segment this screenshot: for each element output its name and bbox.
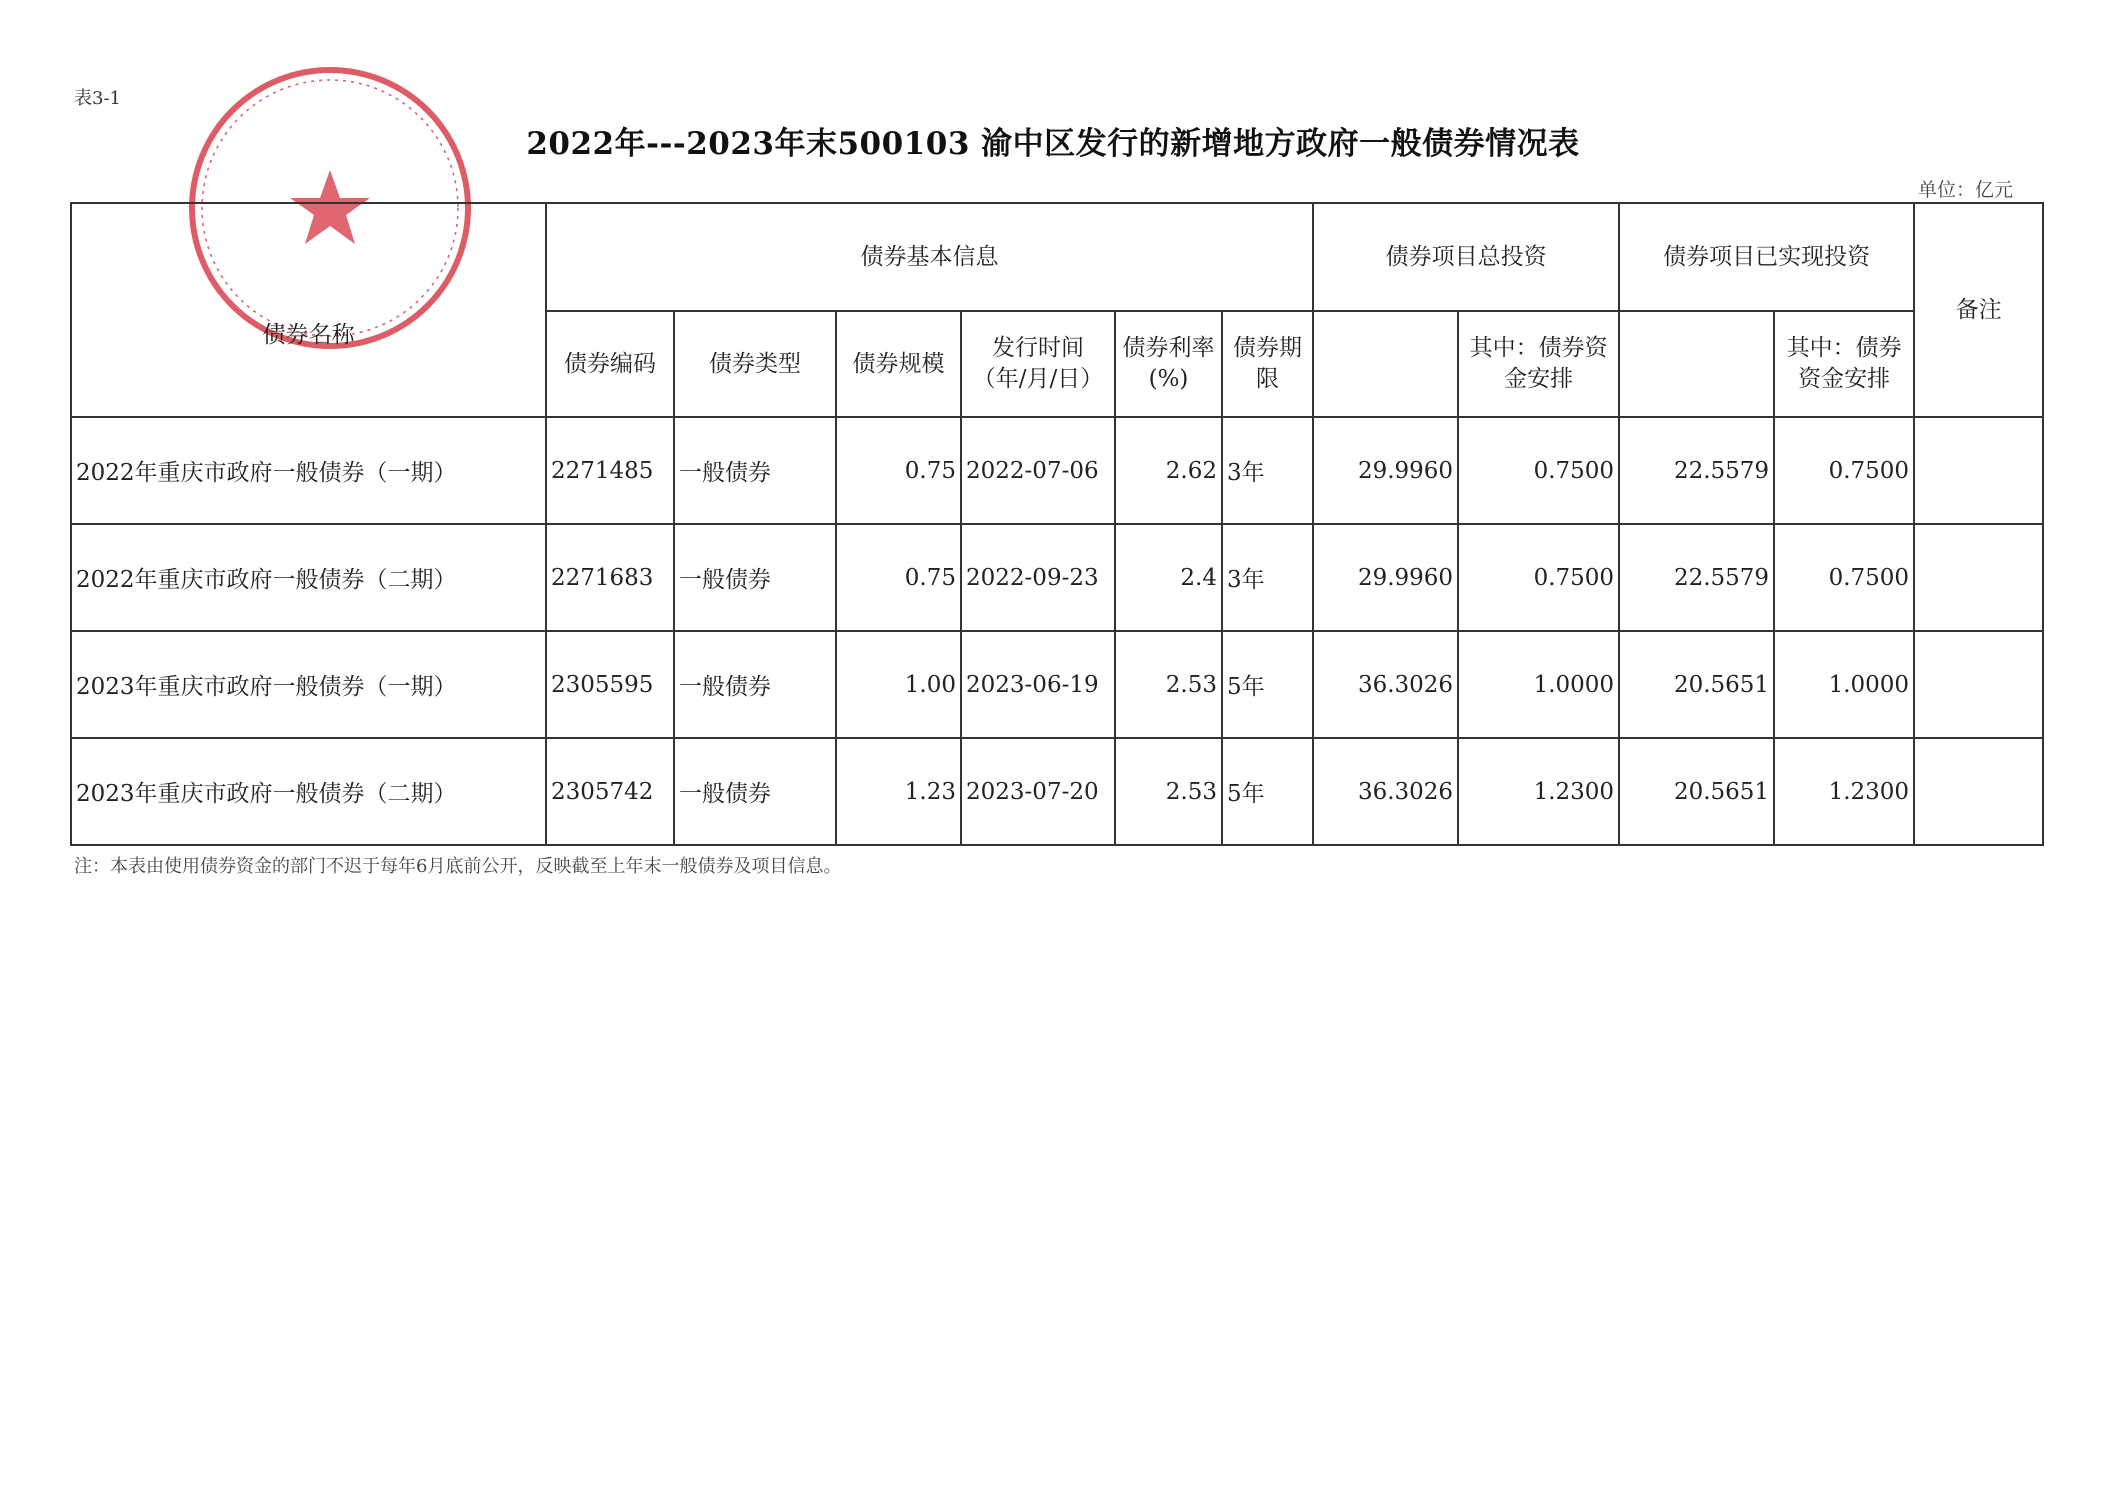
cell-total-investment: 29.9960 (1313, 417, 1458, 524)
header-type: 债券类型 (674, 311, 836, 417)
cell-realized-bond-funds: 1.2300 (1774, 738, 1914, 845)
cell-name: 2022年重庆市政府一般债券（二期） (71, 524, 546, 631)
cell-remarks (1914, 417, 2043, 524)
cell-total-investment: 36.3026 (1313, 631, 1458, 738)
cell-realized-investment: 20.5651 (1619, 738, 1774, 845)
header-realized-investment: 债券项目已实现投资 (1619, 203, 1914, 311)
table-row (71, 417, 2043, 524)
header-total-bond-funds: 其中：债券资金安排 (1458, 311, 1619, 417)
page-title: 2022年---2023年末500103 渝中区发行的新增地方政府一般债券情况表 (526, 126, 1580, 162)
header-basic-info: 债券基本信息 (546, 203, 1313, 311)
cell-remarks (1914, 524, 2043, 631)
bond-table (70, 202, 2044, 846)
cell-term: 3年 (1222, 417, 1313, 524)
header-rate: 债券利率(%) (1115, 311, 1222, 417)
cell-scale: 1.23 (836, 738, 961, 845)
header-term: 债券期限 (1222, 311, 1313, 417)
cell-total-bond-funds: 1.0000 (1458, 631, 1619, 738)
cell-total-investment: 29.9960 (1313, 524, 1458, 631)
cell-total-bond-funds: 0.7500 (1458, 524, 1619, 631)
cell-type: 一般债券 (674, 524, 836, 631)
cell-type: 一般债券 (674, 417, 836, 524)
cell-realized-investment: 20.5651 (1619, 631, 1774, 738)
cell-code: 2271485 (546, 417, 674, 524)
cell-name: 2023年重庆市政府一般债券（二期） (71, 738, 546, 845)
cell-type: 一般债券 (674, 738, 836, 845)
header-remarks: 备注 (1914, 203, 2043, 417)
table-id: 表3-1 (74, 88, 121, 109)
cell-total-investment: 36.3026 (1313, 738, 1458, 845)
cell-scale: 0.75 (836, 417, 961, 524)
header-total-investment: 债券项目总投资 (1313, 203, 1619, 311)
cell-term: 3年 (1222, 524, 1313, 631)
cell-scale: 0.75 (836, 524, 961, 631)
cell-rate: 2.62 (1115, 417, 1222, 524)
cell-term: 5年 (1222, 738, 1313, 845)
header-code: 债券编码 (546, 311, 674, 417)
unit-label: 单位：亿元 (1918, 179, 2014, 201)
header-realized-bond-funds: 其中：债券资金安排 (1774, 311, 1914, 417)
cell-total-bond-funds: 1.2300 (1458, 738, 1619, 845)
footnote: 注：本表由使用债券资金的部门不迟于每年6月底前公开，反映截至上年末一般债券及项目信息。 (74, 856, 842, 877)
cell-realized-bond-funds: 0.7500 (1774, 524, 1914, 631)
cell-total-bond-funds: 0.7500 (1458, 417, 1619, 524)
cell-issue-date: 2022-07-06 (961, 417, 1115, 524)
header-realized-blank (1619, 311, 1774, 417)
cell-term: 5年 (1222, 631, 1313, 738)
cell-realized-bond-funds: 0.7500 (1774, 417, 1914, 524)
cell-name: 2023年重庆市政府一般债券（一期） (71, 631, 546, 738)
cell-realized-investment: 22.5579 (1619, 524, 1774, 631)
cell-rate: 2.53 (1115, 631, 1222, 738)
cell-realized-investment: 22.5579 (1619, 417, 1774, 524)
header-issue-date: 发行时间（年/月/日） (961, 311, 1115, 417)
cell-rate: 2.4 (1115, 524, 1222, 631)
cell-code: 2305742 (546, 738, 674, 845)
cell-name: 2022年重庆市政府一般债券（一期） (71, 417, 546, 524)
cell-issue-date: 2022-09-23 (961, 524, 1115, 631)
header-scale: 债券规模 (836, 311, 961, 417)
table-row (71, 738, 2043, 845)
cell-code: 2271683 (546, 524, 674, 631)
cell-remarks (1914, 631, 2043, 738)
table-row (71, 524, 2043, 631)
header-name: 债券名称 (71, 203, 546, 417)
cell-type: 一般债券 (674, 631, 836, 738)
cell-realized-bond-funds: 1.0000 (1774, 631, 1914, 738)
cell-issue-date: 2023-06-19 (961, 631, 1115, 738)
header-total-blank (1313, 311, 1458, 417)
cell-issue-date: 2023-07-20 (961, 738, 1115, 845)
cell-code: 2305595 (546, 631, 674, 738)
cell-scale: 1.00 (836, 631, 961, 738)
cell-rate: 2.53 (1115, 738, 1222, 845)
cell-remarks (1914, 738, 2043, 845)
table-row (71, 631, 2043, 738)
